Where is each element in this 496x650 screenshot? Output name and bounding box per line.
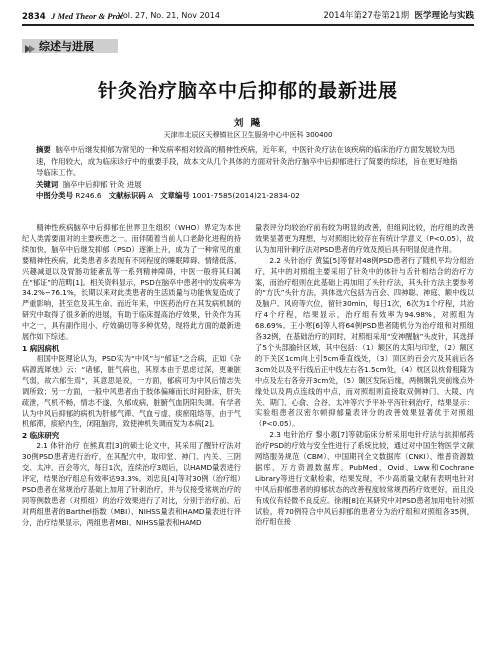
keywords-text: 脑卒中后抑郁 针灸 进展 — [62, 179, 142, 189]
doc-code-label: 文献标识码 — [108, 191, 146, 201]
paragraph: 量表评分均较治疗前有较为明显的改善，但组间比较，治疗组的改善效果显著更为理想，与对照组比较存在有统计学意义（P<0.05），故认为加用针刺疗法对PSD患者的疗效及预后具有明显促进作用。 — [255, 223, 474, 254]
section-heading: 2 临床研究 — [22, 431, 60, 441]
keywords-label: 关键词 — [36, 179, 59, 189]
paragraph: 2.2 头针治疗 黄猛[5]等督对48例PSD患者行了随机平均分组治疗，其中的对照组主要采用了针灸中的体针与舌针相结合的治疗方案，而治疗组则在此基础上再加用了头针疗法，其头针方法主要参考的“方氏”头针方法，具体选穴包括为百会、四神聪、神庭、额中线以及脑户、风府等穴位，留针30min，每日1次，6次为1个疗程，共治疗4个疗程，结果显示，治疗组有效率为94.98%，对照组为68.69%。王小寒[6]等人将64例PSD患者随机分为治疗组和对照组各32例，在基础治疗的同时，对照组采用“安神醒脑”头皮针，其选择了5个头部腧针区域，其中包括：（1）额区的太阳与印堂，（2）额区的下关区1cm向上引5cm垂直线处，（3）顶区的百会穴及其前后各3cm处以及平行线后正中线左右各1.5cm处，（4）枕区以枕骨粗隆为中点及左右各旁开3cm处，（5）颞区发际后缘，两侧颞乳突前缘点外缘处以及两点连线的中点，而对照组则直接取双侧神门、大陵、内关、期门、心俞、合谷、太冲等穴予平补平泻针刺治疗，结果显示：实验组患者汉密尔顿抑郁量表评分的改善效果显著优于对照组（P<0.05）。 — [255, 255, 474, 429]
left-column — [22, 223, 241, 529]
page-number: 2834 — [22, 12, 46, 22]
section-heading: 1 病因病机 — [22, 343, 60, 353]
header-left — [22, 9, 124, 24]
classification — [36, 190, 460, 202]
right-column — [255, 223, 474, 528]
volume-info: Vol. 27, No. 21, Nov 2014 — [118, 11, 220, 20]
journal-name: J Med Theor & Prac — [51, 11, 124, 21]
paragraph: 2.3 电针治疗 黎小惠[7]等就临床分析采用电针疗法与抗抑郁药治疗PSD的疗效与安全性进行了系统比较，通过对中国生物医学文献网络服务规范（CBM）、中国期刊全文数据库（CNKI）、维普资源数据库、万方资源数据库、PubMed、Ovid、Lww和Cochrane Library等进行文献检索，结果发现，不少高质量文献有表明电针对中风后抑郁患者的抑郁状态的改善程度较常规西药疗效更好，而且没有成仪有轻微不良反应。徐湘[8]在其研究中对PSD患者加用电针对照试验，将70例符合中风后抑郁的患者分为治疗组和对照组各35例，治疗组在接 — [255, 430, 474, 527]
affiliation: 天津市北辰区天穆镇社区卫生服务中心中医科 300400 — [163, 131, 333, 139]
paragraph: 精神性疾病脑卒中后抑郁在世界卫生组织（WHO）界定为本世纪人类需要面对的主要疾患之一。而伴随着当前人口老龄化进程的持续加快，脑卒中后继发抑郁（PSD）逐渐上升，成为了一种常见的重要精神性疾病，此类患者多表现有不同程度的睡眠障碍、情绪低落、兴趣减退以及胃肠功能紊乱等一系列精神障碍，中医一般将其归属在“郁证”的范畴[1]。相关资料显示，PSD在脑卒中患者中的发病率为34.2%~76.1%，长期以来对此类患者的生活质量与功能恢复造成了严重影响，甚至危及其生命。而近年来，中医药治疗在其发病机制的研究中取得了很多新的进展，有助于临床提高治疗效果，针灸作为其中之一，具有副作用小、疗效确切等多种优势，现将此方面的最新进展作如下综述。 — [22, 223, 241, 342]
paragraph: 2.1 体针治疗 在熊真君[3]的硕士论文中，其采用了醒针疗法对30例PSD患者进行治疗，在其配穴中，取印堂、神门、内关、三阴交、太冲、百会等穴，每日1次，连续治疗3周后，以HAMD量表进行评定，结果治疗组总有效率达93.3%。刘忠良[4]等对30例（治疗组）PSD患者在常规治疗基础上加用了针刺治疗，并与仅接受常规治疗的同等例数患者（对照组）的治疗效果进行了对比，分别于治疗前、后对两组患者的Barthel指数（MBI）、NIHSS量表和HAMD量表进行评分，治疗结果显示，两组患者MBI、NIHSS量表和HAMD — [22, 441, 241, 527]
section-tag-icon — [24, 40, 36, 52]
header-right — [323, 9, 474, 23]
abstract-text: 脑卒中后继发抑郁为常见的一种发病率相对较高的精神性疾病，近年来，中医针灸疗法在该疾病的临床治疗方面发展较为迅速，作用较大，成为临床诊疗中的重要手段，故本文从几个具体的方面对针灸治疗脑卒中后抑郁进行了简要的综述，旨在更好地指导临床工作。 — [36, 145, 458, 178]
doc-code-value: A — [148, 191, 154, 201]
paragraph: 祖国中医理论认为，PSD实为“中风”与“郁证”之合病，正如《杂病源流犀烛》云：“诸郁，脏气病也，其原本由于思虑过深，更兼脏气弱，故六郁生焉”，其意思是说，一方面，郁病可为中风后情志失调所致；另一方面，一般中风患者由于肢体偏瘫而长时间卧床，肝失疏泄，气机不畅，情志不遂，久郁成病，脏腑气血阴阳失调。有学者认为中风后抑郁的病机为肝郁气滞、气血亏虚、痰瘀阻络等，由于气机郁滞，痰瘀内生，闭阻脑窍，致使神机失调而发为本病[2]。 — [22, 353, 241, 429]
abstract — [36, 144, 460, 179]
running-header — [22, 9, 474, 23]
abstract-block — [36, 144, 460, 202]
section-tag-label: 综述与进展 — [39, 40, 94, 53]
article-id-label: 文章编号 — [160, 191, 190, 201]
issue-date: 2014年第27卷第21期 — [323, 11, 410, 21]
journal-name-cn: 医学理论与实践 — [414, 11, 474, 21]
clc-label: 中图分类号 — [36, 191, 73, 201]
body-columns — [22, 223, 474, 643]
section-tag — [22, 38, 94, 54]
abstract-label: 摘要 — [36, 145, 51, 154]
author: 刘 飚 — [233, 118, 263, 129]
article-title: 针灸治疗脑卒中后抑郁的最新进展 — [97, 80, 398, 102]
keywords — [36, 179, 460, 191]
header-rule — [22, 24, 474, 26]
clc-value: R246.6 — [75, 191, 102, 201]
article-id-value: 1001-7585(2014)21-2834-02 — [192, 191, 300, 201]
